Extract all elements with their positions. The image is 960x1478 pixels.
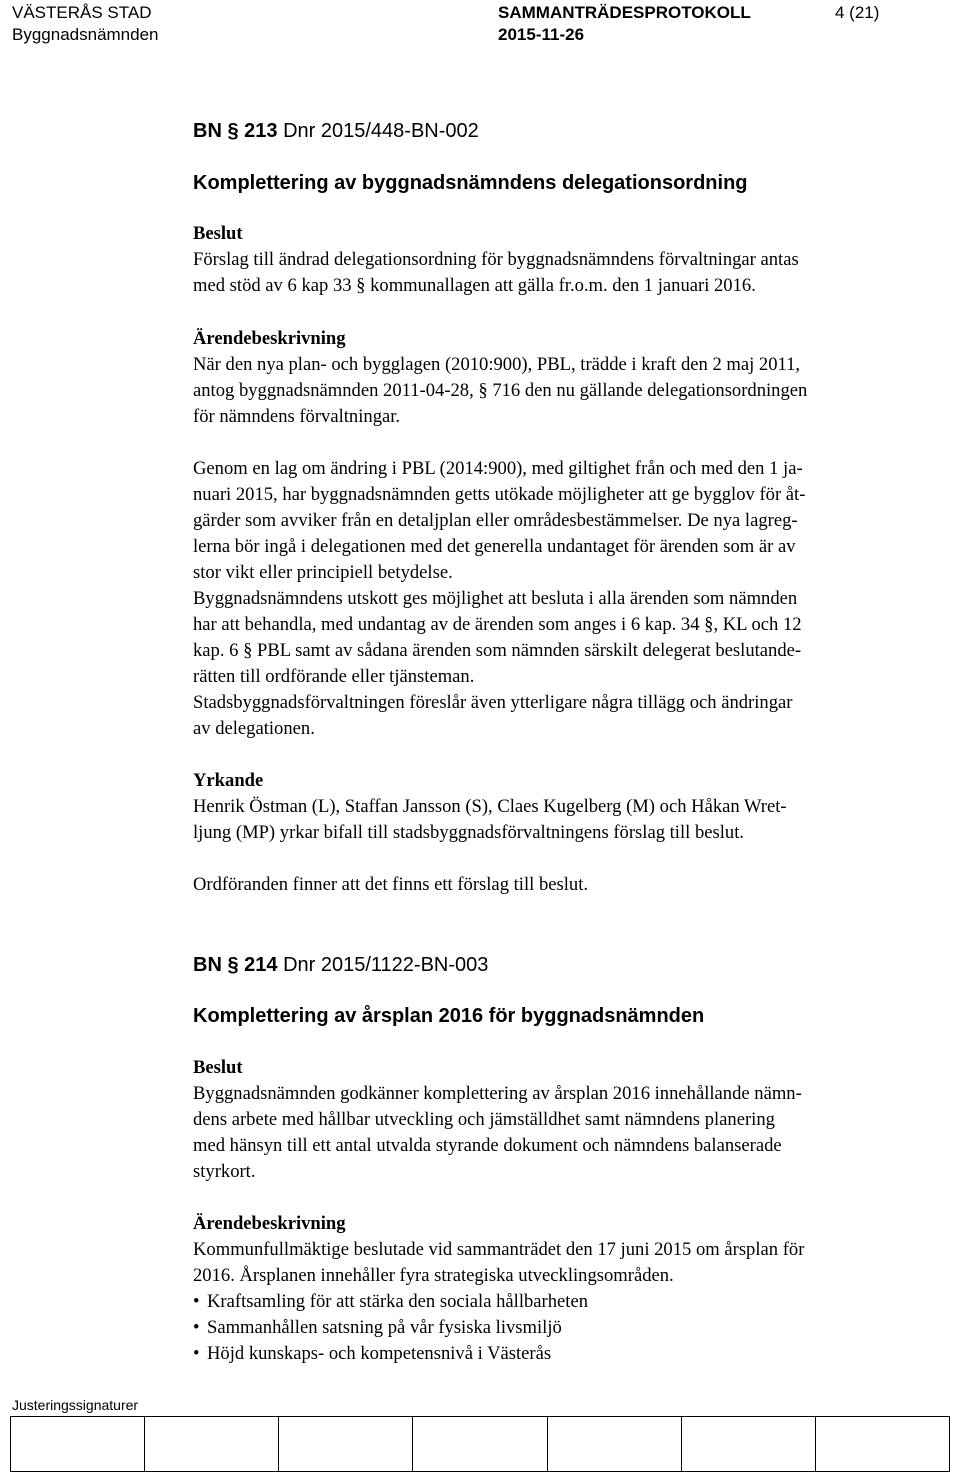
bullet-icon: • xyxy=(193,1317,200,1338)
header-board: Byggnadsnämnden xyxy=(12,25,159,44)
case1-arende-line: rätten till ordförande eller tjänsteman. xyxy=(193,666,475,687)
case1-arende-line: nuari 2015, har byggnadsnämnden getts utökade möjligheter att ge bygglov för åt- xyxy=(193,484,806,505)
case2-bullet-list xyxy=(193,1289,948,1367)
case2-arende-line: 2016. Årsplanen innehåller fyra strategiska utvecklingsområden. xyxy=(193,1265,674,1286)
case1-arende-line: gärder som avviker från en detaljplan eller områdesbestämmelser. De nya lagreg- xyxy=(193,510,798,531)
list-item xyxy=(193,1289,948,1315)
case1-yrkande-line: Henrik Östman (L), Staffan Jansson (S), Claes Kugelberg (M) och Håkan Wret- xyxy=(193,796,787,817)
case2-number2: 214 xyxy=(244,954,278,976)
case1-arende-line: av delegationen. xyxy=(193,718,315,739)
case1-arende-section xyxy=(193,326,948,430)
signature-cell xyxy=(815,1417,949,1472)
list-item xyxy=(193,1315,948,1341)
case1-arende-line: Genom en lag om ändring i PBL (2014:900), med giltighet från och med den 1 ja- xyxy=(193,458,803,479)
case1-arende-label: Ärendebeskrivning xyxy=(193,328,346,349)
case1-arende-line: Byggnadsnämndens utskott ges möjlighet att besluta i alla ärenden som nämnden xyxy=(193,588,798,609)
case2-beslut-line: med hänsyn till ett antal utvalda styrande dokument och nämndens balanserade xyxy=(193,1135,782,1156)
case1-number2: 213 xyxy=(244,120,278,142)
case1-yrkande-section xyxy=(193,768,948,846)
case1-heading xyxy=(193,120,948,143)
case2-dnr: Dnr 2015/1122-BN-003 xyxy=(283,954,489,976)
header-date: 2015-11-26 xyxy=(498,25,585,44)
header-doc-title: SAMMANTRÄDESPROTOKOLL xyxy=(498,3,751,22)
case1-arende-line: kap. 6 § PBL samt av sådana ärenden som nämnden särskilt delegerat beslutande- xyxy=(193,640,802,661)
signature-cell xyxy=(681,1417,815,1472)
case1-arende-line: lerna bör ingå i delegationen med det generella undantaget för ärenden som är av xyxy=(193,536,796,557)
case1-arende-line: Stadsbyggnadsförvaltningen föreslår även ytterligare några tillägg och ändringar xyxy=(193,692,793,713)
footer-signature-label: Justeringssignaturer xyxy=(12,1397,139,1413)
case2-number: BN xyxy=(193,954,222,976)
case2-beslut-line: Byggnadsnämnden godkänner komplettering av årsplan 2016 innehållande nämn- xyxy=(193,1083,802,1104)
case2-beslut-line: dens arbete med hållbar utveckling och jämställdhet samt nämndens planering xyxy=(193,1109,775,1130)
case1-ordforande-line: Ordföranden finner att det finns ett förslag till beslut. xyxy=(193,874,589,895)
list-item-text: Sammanhållen satsning på vår fysiska livsmiljö xyxy=(207,1317,562,1338)
case2-beslut-label: Beslut xyxy=(193,1057,243,1078)
case1-arende-line: antog byggnadsnämnden 2011-04-28, § 716 den nu gällande delegationsordningen xyxy=(193,380,808,401)
section-sign-icon: § xyxy=(227,954,239,976)
signature-cell xyxy=(547,1417,681,1472)
case1-beslut-label: Beslut xyxy=(193,223,243,244)
case1-beslut-line: med stöd av 6 kap 33 § kommunallagen att gälla fr.o.m. den 1 januari 2016. xyxy=(193,275,756,296)
case1-number: BN xyxy=(193,120,222,142)
list-item xyxy=(193,1341,948,1367)
case1-arende-line: har att behandla, med undantag av de ärenden som anges i 6 kap. 34 §, KL och 12 xyxy=(193,614,802,635)
section-sign-icon: § xyxy=(227,120,239,142)
case1-ordforande xyxy=(193,872,948,898)
case1-title: Komplettering av byggnadsnämndens delegationsordning xyxy=(193,172,748,194)
case1-arende-line: stor vikt eller principiell betydelse. xyxy=(193,562,453,583)
header-page-number: 4 (21) xyxy=(835,3,880,22)
list-item-text: Kraftsamling för att stärka den sociala hållbarheten xyxy=(207,1291,589,1312)
bullet-icon: • xyxy=(193,1291,200,1312)
case1-beslut-line: Förslag till ändrad delegationsordning för byggnadsnämndens förvaltningar antas xyxy=(193,249,799,270)
case1-arende-paragraph-1 xyxy=(193,352,948,430)
signature-cell xyxy=(11,1417,145,1472)
case1-arende-line: för nämndens förvaltningar. xyxy=(193,406,401,427)
signature-table xyxy=(10,1416,950,1472)
bullet-icon: • xyxy=(193,1343,200,1364)
case2-arende-label: Ärendebeskrivning xyxy=(193,1213,346,1234)
case1-beslut-section xyxy=(193,221,948,299)
signature-cell xyxy=(279,1417,413,1472)
case1-arende-line: När den nya plan- och bygglagen (2010:900), PBL, trädde i kraft den 2 maj 2011, xyxy=(193,354,801,375)
case2-beslut-section xyxy=(193,1055,948,1185)
case1-yrkande-label: Yrkande xyxy=(193,770,264,791)
case2-arende-line: Kommunfullmäktige beslutade vid sammanträdet den 17 juni 2015 om årsplan för xyxy=(193,1239,805,1260)
case1-beslut-text xyxy=(193,247,948,299)
case1-dnr: Dnr 2015/448-BN-002 xyxy=(283,120,479,142)
list-item-text: Höjd kunskaps- och kompetensnivå i Västerås xyxy=(207,1343,552,1364)
case2-title: Komplettering av årsplan 2016 för byggnadsnämnden xyxy=(193,1005,705,1027)
case1-yrkande-line: ljung (MP) yrkar bifall till stadsbyggnadsförvaltningens förslag till beslut. xyxy=(193,822,745,843)
header-org: VÄSTERÅS STAD xyxy=(12,3,152,22)
signature-cell xyxy=(145,1417,279,1472)
case2-beslut-line: styrkort. xyxy=(193,1161,256,1182)
case2-heading xyxy=(193,954,948,977)
case2-arende-section xyxy=(193,1211,948,1367)
signature-cell xyxy=(413,1417,547,1472)
case1-arende-paragraph-2 xyxy=(193,456,948,742)
